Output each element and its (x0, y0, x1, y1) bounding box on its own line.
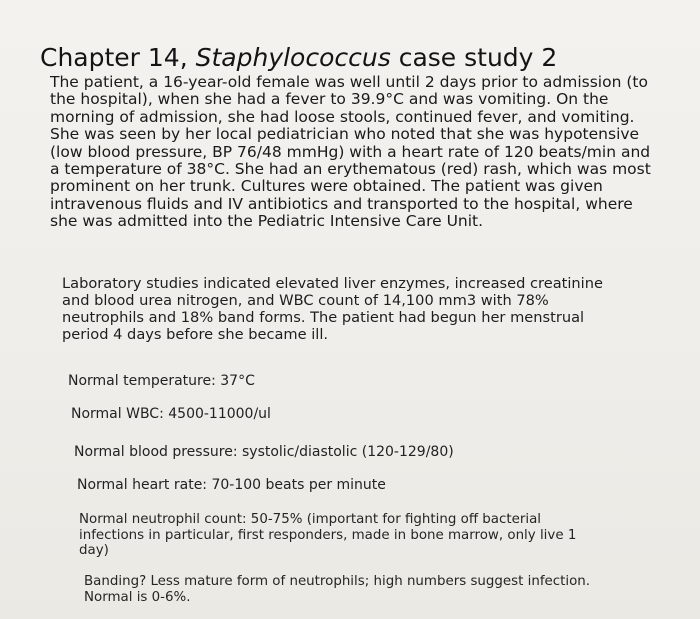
note-line: Banding? Less mature form of neutrophils; high numbers suggest infection. (84, 574, 591, 589)
note-line: day) (79, 543, 109, 558)
note-line: Normal neutrophil count: 50-75% (important for fighting off bacterial (79, 512, 542, 527)
normal-temperature: Normal temperature: 37°C (68, 373, 255, 389)
paragraph-line: Laboratory studies indicated elevated liver enzymes, increased creatinine (62, 275, 603, 292)
page-title (40, 43, 557, 72)
title-suffix: case study 2 (390, 42, 558, 72)
paragraph-line: neutrophils and 18% band forms. The patient had begun her menstrual (62, 309, 585, 326)
lab-studies-paragraph (62, 275, 672, 343)
paragraph-line: a temperature of 38°C. She had an erythematous (red) rash, which was most (50, 160, 651, 179)
note-line: Normal is 0-6%. (84, 589, 191, 605)
normal-heart-rate: Normal heart rate: 70-100 beats per minute (77, 477, 386, 493)
title-prefix: Chapter 14, (40, 42, 196, 72)
case-description-paragraph (50, 74, 690, 231)
note-line: infections in particular, first responders, made in bone marrow, only live 1 (79, 527, 577, 543)
paragraph-line: She was seen by her local pediatrician who noted that she was hypotensive (50, 125, 640, 144)
banding-note (84, 574, 590, 605)
normal-wbc: Normal WBC: 4500-11000/ul (71, 406, 271, 422)
paragraph-line: she was admitted into the Pediatric Intensive Care Unit. (50, 212, 484, 231)
paragraph-line: the hospital), when she had a fever to 39.9°C and was vomiting. On the (50, 90, 609, 109)
paragraph-line: morning of admission, she had loose stools, continued fever, and vomiting. (50, 107, 635, 126)
paragraph-line: period 4 days before she became ill. (62, 326, 329, 343)
paragraph-line: The patient, a 16-year-old female was well until 2 days prior to admission (to (50, 73, 648, 91)
paragraph-line: prominent on her trunk. Cultures were obtained. The patient was given (50, 177, 603, 196)
normal-blood-pressure: Normal blood pressure: systolic/diastolic (120-129/80) (74, 444, 454, 460)
paragraph-line: (low blood pressure, BP 76/48 mmHg) with a heart rate of 120 beats/min and (50, 142, 651, 161)
paragraph-line: intravenous fluids and IV antibiotics and transported to the hospital, where (50, 194, 633, 213)
normal-neutrophil-note (79, 512, 576, 559)
paragraph-line: and blood urea nitrogen, and WBC count of 14,100 mm3 with 78% (62, 292, 549, 309)
title-organism: Staphylococcus (195, 42, 391, 72)
